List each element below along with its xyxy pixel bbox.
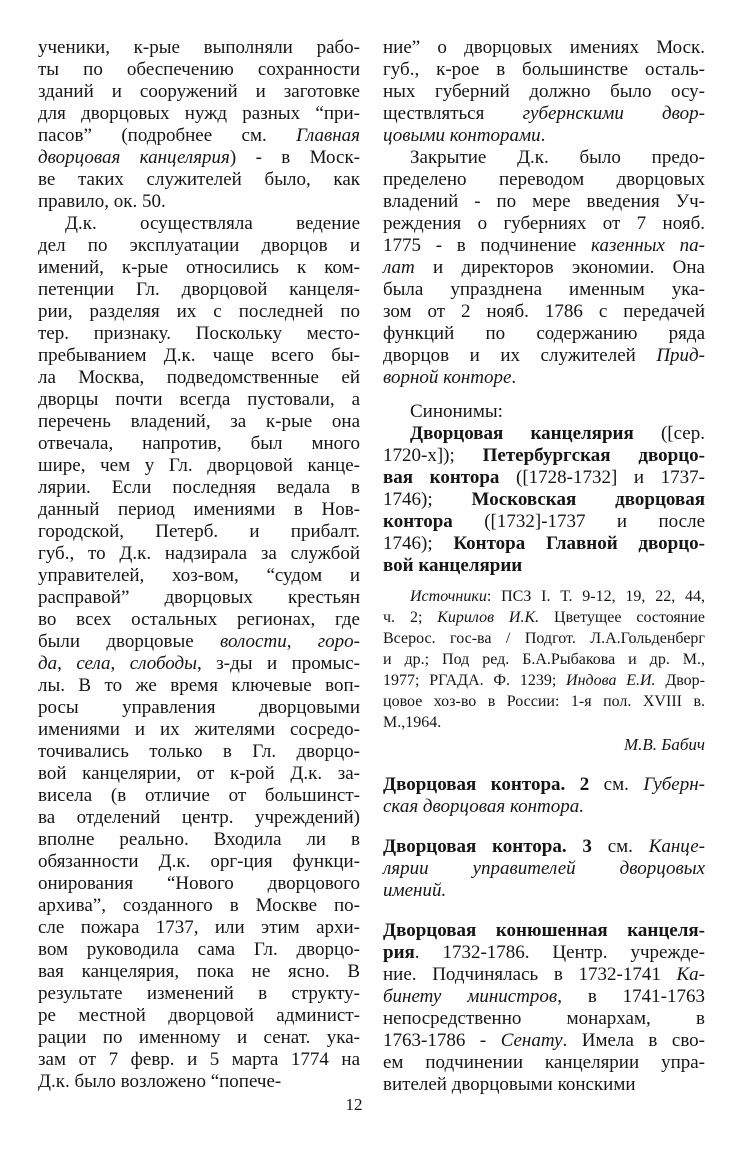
text-run: , bbox=[286, 631, 318, 652]
text-run: функций по содержанию ряда bbox=[383, 323, 705, 344]
text-line bbox=[38, 59, 360, 81]
text-run: М.В. Бабич bbox=[624, 735, 705, 754]
text-run: висела (в отличие от большинст- bbox=[38, 785, 360, 806]
text-line bbox=[383, 691, 705, 712]
text-run: Прид- bbox=[656, 345, 705, 366]
text-line bbox=[383, 323, 705, 345]
text-run: Дворцовая контора. 3 bbox=[383, 836, 592, 857]
text-run: управителей, хоз-вом, “судом и bbox=[38, 565, 360, 586]
text-run: см. bbox=[589, 774, 644, 795]
text-line bbox=[383, 964, 705, 986]
text-line bbox=[38, 367, 360, 389]
text-run: точивались только в Гл. дворцо- bbox=[38, 741, 360, 762]
text-run: Кирилов И.К. bbox=[437, 609, 540, 626]
text-line bbox=[38, 895, 360, 917]
text-line bbox=[383, 670, 705, 691]
text-run: ре местной дворцовой админист- bbox=[38, 1005, 360, 1026]
text-line bbox=[383, 367, 705, 389]
synonyms-heading bbox=[383, 401, 705, 423]
text-run: вой канцелярии, от к-рой Д.к. за- bbox=[38, 763, 360, 784]
text-line bbox=[38, 1049, 360, 1071]
text-run: пределено переводом дворцовых bbox=[383, 169, 705, 190]
text-run: лярии. Если последняя ведала в bbox=[38, 477, 360, 498]
text-run: ние. Подчинялась в 1732-1741 bbox=[383, 964, 677, 985]
text-run: зом от 2 нояб. 1786 с передачей bbox=[383, 301, 705, 322]
text-run: правило, ок. 50. bbox=[38, 191, 166, 212]
text-line bbox=[383, 649, 705, 670]
text-line bbox=[38, 37, 360, 59]
text-line bbox=[38, 411, 360, 433]
text-line bbox=[38, 521, 360, 543]
text-run: Главная bbox=[296, 125, 360, 146]
text-line bbox=[38, 191, 360, 213]
text-run: Дворцовая канцелярия bbox=[410, 423, 634, 444]
text-run: , в 1741-1763 bbox=[557, 986, 705, 1007]
author-signature bbox=[383, 734, 705, 756]
text-run: казенных па- bbox=[591, 235, 705, 256]
text-run: и др.; Под ред. Б.А.Рыбакова и др. М., bbox=[383, 651, 705, 668]
text-line bbox=[383, 858, 705, 880]
text-run: Сенату bbox=[500, 1030, 563, 1051]
text-run: вом руководила сама Гл. дворцо- bbox=[38, 939, 360, 960]
text-run: отвечала, напротив, был много bbox=[38, 433, 360, 454]
text-run: бинету министров bbox=[383, 986, 558, 1007]
text-line bbox=[38, 103, 360, 125]
text-line bbox=[383, 986, 705, 1008]
text-line bbox=[383, 401, 705, 423]
text-run: слободы bbox=[129, 653, 197, 674]
text-run: Синонимы: bbox=[410, 401, 503, 422]
text-run: Дворцовая конюшенная канцеля- bbox=[383, 920, 705, 941]
text-run: Д.к. осуществляла ведение bbox=[65, 213, 360, 234]
text-run: Д.к. было возложено “попече- bbox=[38, 1071, 282, 1092]
text-run: губ., то Д.к. надзирала за службой bbox=[38, 543, 360, 564]
text-line bbox=[383, 836, 705, 858]
entry-dvorcovaya-konyushennaya-kancelyariya bbox=[383, 920, 705, 1096]
text-run: лярии управителей дворцовых bbox=[383, 858, 705, 879]
text-line bbox=[38, 983, 360, 1005]
text-run: архива”, созданного в Москве по- bbox=[38, 895, 360, 916]
text-run: сле пожара 1737, или этим архи- bbox=[38, 917, 360, 938]
text-line bbox=[38, 213, 360, 235]
text-line bbox=[383, 555, 705, 577]
text-line bbox=[383, 533, 705, 555]
text-run: , bbox=[110, 653, 130, 674]
paragraph-continuation bbox=[383, 37, 705, 147]
text-run: 1775 - в подчинение bbox=[383, 235, 592, 256]
text-line bbox=[38, 917, 360, 939]
text-run: Двор- bbox=[655, 672, 705, 689]
text-line bbox=[383, 586, 705, 607]
text-run: ворной конторе bbox=[383, 367, 512, 388]
text-run: ([1732]-1737 и после bbox=[452, 511, 705, 532]
text-line bbox=[383, 607, 705, 628]
text-run: ([1728-1732] и 1737- bbox=[499, 467, 705, 488]
text-line bbox=[383, 489, 705, 511]
text-run: лат bbox=[383, 257, 415, 278]
text-line bbox=[383, 942, 705, 964]
text-run: перечень владений, за к-рые она bbox=[38, 411, 360, 432]
text-run: Ка- bbox=[676, 964, 705, 985]
text-line bbox=[383, 235, 705, 257]
text-run: владений - по мере введения Уч- bbox=[383, 191, 705, 212]
text-run: рия bbox=[383, 942, 415, 963]
text-line bbox=[38, 609, 360, 631]
text-run: дворцовая канцелярия bbox=[38, 147, 230, 168]
text-run: Всерос. гос-ва / Подгот. Л.А.Гольденберг bbox=[383, 630, 705, 647]
text-run: реждения о губерниях от 7 нояб. bbox=[383, 213, 705, 234]
text-line bbox=[383, 147, 705, 169]
right-column bbox=[383, 37, 705, 1096]
text-run: Источники bbox=[410, 588, 487, 605]
text-run: обязанности Д.к. орг-ция функци- bbox=[38, 851, 360, 872]
text-line bbox=[38, 565, 360, 587]
text-run: ученики, к-рые выполняли рабо- bbox=[38, 37, 360, 58]
text-run: губ., к-рое в большинстве осталь- bbox=[383, 59, 705, 80]
text-line bbox=[38, 257, 360, 279]
text-line bbox=[38, 675, 360, 697]
text-line bbox=[383, 1008, 705, 1030]
text-run: были дворцовые bbox=[38, 631, 221, 652]
text-run: росы управления дворцовыми bbox=[38, 697, 360, 718]
text-line bbox=[38, 81, 360, 103]
text-line bbox=[383, 445, 705, 467]
text-line bbox=[38, 961, 360, 983]
text-line bbox=[38, 499, 360, 521]
text-line bbox=[383, 467, 705, 489]
text-run: дворцы почти всегда пустовали, а bbox=[38, 389, 360, 410]
text-run: волости bbox=[220, 631, 287, 652]
text-line bbox=[38, 279, 360, 301]
text-line bbox=[38, 345, 360, 367]
text-run: Индова Е.И. bbox=[566, 672, 656, 689]
text-run: ние” о дворцовых имениях Моск. bbox=[383, 37, 705, 58]
text-line bbox=[38, 653, 360, 675]
text-line bbox=[38, 125, 360, 147]
text-run: ты по обеспечению сохранности bbox=[38, 59, 360, 80]
text-run: вполне реально. Входила ли в bbox=[38, 829, 360, 850]
text-line bbox=[383, 880, 705, 902]
text-line bbox=[38, 719, 360, 741]
text-line bbox=[38, 741, 360, 763]
text-run: Закрытие Д.к. было предо- bbox=[410, 147, 705, 168]
text-run: ем подчинении канцелярии упра- bbox=[383, 1052, 705, 1073]
text-line bbox=[383, 712, 705, 733]
text-run: онирования “Нового дворцового bbox=[38, 873, 360, 894]
text-run: , bbox=[57, 653, 77, 674]
text-run: имений, к-рые относились к ком- bbox=[38, 257, 360, 278]
paragraph-dk-functions bbox=[38, 213, 360, 1093]
text-line bbox=[383, 257, 705, 279]
paragraph-dk-closure bbox=[383, 147, 705, 389]
text-run: ла Москва, подведомственные ей bbox=[38, 367, 360, 388]
text-run: села bbox=[76, 653, 111, 674]
text-run: Дворцовая контора. 2 bbox=[383, 774, 590, 795]
text-run: . Имела в сво- bbox=[562, 1030, 705, 1051]
text-run: городской, Петерб. и прибалт. bbox=[38, 521, 360, 542]
text-run: Московская дворцовая bbox=[471, 489, 706, 510]
text-line bbox=[383, 81, 705, 103]
text-run: вая канцелярия, пока не ясно. В bbox=[38, 961, 360, 982]
text-line bbox=[38, 785, 360, 807]
text-line bbox=[383, 191, 705, 213]
text-line bbox=[383, 920, 705, 942]
text-run: 1763-1786 - bbox=[383, 1030, 501, 1051]
text-run: рации по именному и сенат. ука- bbox=[38, 1027, 360, 1048]
text-line bbox=[38, 1005, 360, 1027]
text-run: ч. 2; bbox=[383, 609, 438, 626]
text-run: вой канцелярии bbox=[383, 555, 523, 576]
text-line bbox=[383, 1052, 705, 1074]
text-run: пребыванием Д.к. чаще всего бы- bbox=[38, 345, 360, 366]
page-number: 12 bbox=[345, 1095, 363, 1114]
left-column bbox=[38, 37, 360, 1096]
text-line bbox=[383, 796, 705, 818]
text-line bbox=[38, 323, 360, 345]
text-run: данный период имениями в Нов- bbox=[38, 499, 360, 520]
text-run: горо- bbox=[317, 631, 361, 652]
text-line bbox=[38, 1027, 360, 1049]
text-line bbox=[383, 37, 705, 59]
text-line bbox=[38, 389, 360, 411]
text-line bbox=[38, 851, 360, 873]
text-run: была упразднена именным ука- bbox=[383, 279, 705, 300]
text-line bbox=[383, 125, 705, 147]
text-run: ([сер. bbox=[633, 423, 705, 444]
text-run: . bbox=[540, 125, 546, 146]
text-line bbox=[383, 345, 705, 367]
text-run: пасов” (подробнее см. bbox=[38, 125, 297, 146]
entry-dvorcovaya-kontora-3 bbox=[383, 836, 705, 902]
text-line bbox=[38, 147, 360, 169]
text-run: контора bbox=[383, 511, 453, 532]
text-run: результате изменений в структу- bbox=[38, 983, 360, 1004]
text-run: 1746); bbox=[383, 533, 454, 554]
text-line bbox=[38, 829, 360, 851]
text-run: для дворцовых нужд разных “при- bbox=[38, 103, 360, 124]
text-line bbox=[383, 59, 705, 81]
text-run: расправой” дворцовых крестьян bbox=[38, 587, 360, 608]
text-line bbox=[383, 213, 705, 235]
text-run: 1746); bbox=[383, 489, 472, 510]
paragraph-continuation bbox=[38, 37, 360, 213]
text-line bbox=[383, 423, 705, 445]
text-line bbox=[38, 455, 360, 477]
text-run: ская дворцовая контора. bbox=[383, 796, 585, 817]
text-run: рии, разделяя их с последней по bbox=[38, 301, 360, 322]
synonyms-list bbox=[383, 423, 705, 577]
text-run: вителей дворцовыми конскими bbox=[383, 1074, 636, 1095]
text-run: цовыми конторами bbox=[383, 125, 541, 146]
text-line bbox=[38, 1071, 360, 1093]
text-run: губернскими двор- bbox=[522, 103, 705, 124]
text-run: Контора Главной дворцо- bbox=[453, 533, 705, 554]
text-run: ва отделений центр. учреждений) bbox=[38, 807, 360, 828]
text-run: непосредственно монархам, в bbox=[383, 1008, 705, 1029]
text-line bbox=[38, 235, 360, 257]
text-line bbox=[38, 433, 360, 455]
text-run: имениями и их жителями сосредо- bbox=[38, 719, 360, 740]
text-run: 1977; РГАДА. Ф. 1239; bbox=[383, 672, 567, 689]
text-line bbox=[38, 807, 360, 829]
text-line bbox=[383, 169, 705, 191]
text-run: цовое хоз-во в России: 1-я пол. XVIII в. bbox=[383, 693, 705, 710]
text-line bbox=[38, 873, 360, 895]
text-line bbox=[38, 543, 360, 565]
text-run: зданий и сооружений и заготовке bbox=[38, 81, 360, 102]
text-line bbox=[38, 697, 360, 719]
text-line bbox=[38, 587, 360, 609]
text-line bbox=[383, 774, 705, 796]
text-run: да bbox=[38, 653, 58, 674]
text-run: 1720-х]); bbox=[383, 445, 483, 466]
text-run: Цветущее состояние bbox=[539, 609, 706, 626]
text-run: вая контора bbox=[383, 467, 500, 488]
text-line bbox=[38, 477, 360, 499]
text-line bbox=[383, 301, 705, 323]
text-run: петенции Гл. дворцовой канцеля- bbox=[38, 279, 360, 300]
text-run: Петербургская дворцо- bbox=[482, 445, 705, 466]
text-run: во всех остальных регионах, где bbox=[38, 609, 360, 630]
text-line bbox=[383, 1074, 705, 1096]
text-run: дел по эксплуатации дворцов и bbox=[38, 235, 360, 256]
text-run: зам от 7 февр. и 5 марта 1774 на bbox=[38, 1049, 360, 1070]
text-run: . 1732-1786. Центр. учрежде- bbox=[414, 942, 705, 963]
text-run: ных губерний должно было осу- bbox=[383, 81, 705, 102]
text-line bbox=[383, 279, 705, 301]
text-line bbox=[38, 939, 360, 961]
text-run: тер. признаку. Поскольку место- bbox=[38, 323, 360, 344]
text-run: : ПСЗ I. Т. 9-12, 19, 22, 44, bbox=[486, 588, 705, 605]
sources bbox=[383, 586, 705, 733]
text-line bbox=[383, 1030, 705, 1052]
text-run: Канце- bbox=[648, 836, 705, 857]
text-line bbox=[383, 511, 705, 533]
text-run: М.,1964. bbox=[383, 714, 442, 731]
text-line bbox=[383, 628, 705, 649]
text-line bbox=[38, 763, 360, 785]
text-line bbox=[38, 301, 360, 323]
text-run: ) - в Моск- bbox=[229, 147, 361, 168]
text-line bbox=[383, 734, 705, 756]
text-line bbox=[38, 631, 360, 653]
entry-dvorcovaya-kontora-2 bbox=[383, 774, 705, 818]
text-run: шире, чем у Гл. дворцовой канце- bbox=[38, 455, 360, 476]
text-line bbox=[38, 169, 360, 191]
text-run: . bbox=[511, 367, 517, 388]
text-run: имений. bbox=[383, 880, 447, 901]
text-run: и директоров экономии. Она bbox=[414, 257, 705, 278]
text-run: , з-ды и промыс- bbox=[197, 653, 360, 674]
text-run: см. bbox=[591, 836, 649, 857]
text-run: Губерн- bbox=[643, 774, 705, 795]
text-run: ществляться bbox=[383, 103, 523, 124]
text-run: дворцов и их служителей bbox=[383, 345, 657, 366]
text-run: ве таких служителей было, как bbox=[38, 169, 360, 190]
text-line bbox=[383, 103, 705, 125]
text-run: лы. В то же время ключевые воп- bbox=[38, 675, 360, 696]
